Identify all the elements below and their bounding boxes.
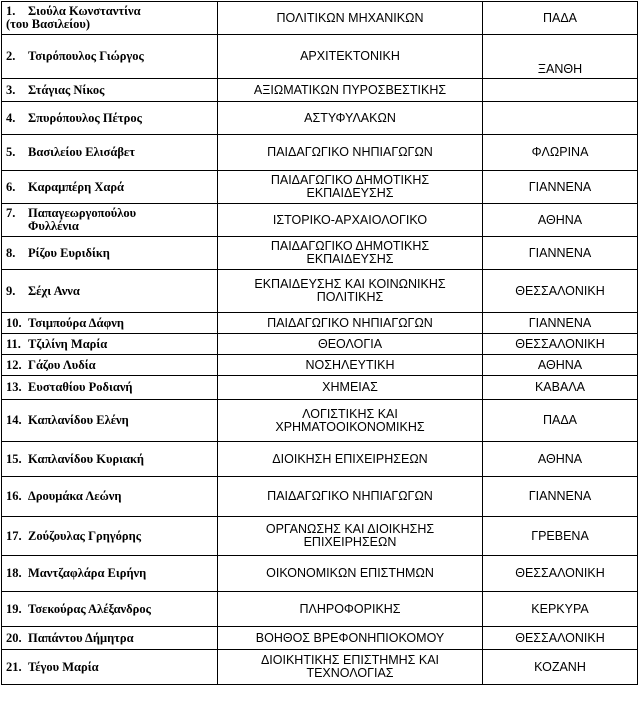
city-cell	[483, 79, 638, 102]
row-number: 13.	[6, 380, 22, 394]
department-cell	[218, 237, 483, 270]
student-name: Καραμπέρη Χαρά	[28, 179, 124, 194]
student-name: Τσεκούρας Αλέξανδρος	[28, 601, 151, 616]
city: ΑΘΗΝΑ	[537, 212, 583, 227]
city-cell	[483, 627, 638, 650]
student-name: Παπαγεωργοπούλου	[28, 206, 137, 220]
department: ΘΕΟΛΟΓΙΑ	[317, 336, 383, 351]
student-name-cell	[2, 270, 218, 313]
table-row	[2, 135, 638, 171]
table-row	[2, 35, 638, 79]
student-name-cell	[2, 376, 218, 400]
student-name-cell	[2, 313, 218, 334]
department-cell	[218, 556, 483, 592]
department-cell	[218, 171, 483, 204]
department-line2: ΕΚΠΑΙΔΕΥΣΗΣ	[306, 186, 394, 200]
table-row	[2, 556, 638, 592]
row-number: 16.	[6, 489, 22, 503]
student-name: Βασιλείου Ελισάβετ	[28, 145, 136, 159]
row-number: 18.	[6, 566, 22, 580]
city-cell	[483, 102, 638, 135]
department-cell	[218, 442, 483, 477]
city-cell	[483, 400, 638, 442]
student-name-cell	[2, 556, 218, 592]
department: ΝΟΣΗΛΕΥΤΙΚΗ	[305, 357, 395, 372]
department: ΠΑΙΔΑΓΩΓΙΚΟ ΔΗΜΟΤΙΚΗΣ	[270, 173, 430, 187]
row-number: 3.	[6, 82, 16, 97]
department-line2: ΠΟΛΙΤΙΚΗΣ	[316, 290, 384, 304]
results-table	[1, 1, 638, 685]
city-cell	[483, 2, 638, 35]
student-name: Τζιλίνη Μαρία	[28, 336, 108, 351]
city-cell	[483, 171, 638, 204]
student-name-cell	[2, 517, 218, 556]
table-row	[2, 237, 638, 270]
student-name: Τσιμπούρα Δάφνη	[28, 315, 124, 330]
row-number: 11.	[6, 336, 21, 351]
city: ΘΕΣΣΑΛΟΝΙΚΗ	[515, 336, 605, 351]
department: ΧΗΜΕΙΑΣ	[322, 380, 378, 394]
row-number: 10.	[6, 315, 22, 330]
city: ΑΘΗΝΑ	[537, 451, 583, 466]
city: ΘΕΣΣΑΛΟΝΙΚΗ	[515, 283, 605, 298]
student-name-line2: Φυλλένια	[28, 219, 79, 233]
student-name-cell	[2, 592, 218, 627]
student-name-line2: (του Βασιλείου)	[6, 17, 91, 31]
department-cell	[218, 592, 483, 627]
row-number: 20.	[6, 630, 22, 645]
table-row	[2, 650, 638, 685]
city-cell	[483, 355, 638, 376]
department: ΠΟΛΙΤΙΚΩΝ ΜΗΧΑΝΙΚΩΝ	[276, 10, 424, 25]
student-name-cell	[2, 2, 218, 35]
department-cell	[218, 79, 483, 102]
student-name: Καπλανίδου Κυριακή	[28, 451, 145, 466]
table-row	[2, 400, 638, 442]
table-row	[2, 477, 638, 517]
table-row	[2, 517, 638, 556]
city-cell	[483, 477, 638, 517]
city: ΚΟΖΑΝΗ	[534, 659, 586, 674]
student-name: Μαντζαφλάρα Ειρήνη	[28, 566, 147, 580]
student-name-cell	[2, 135, 218, 171]
city: ΓΙΑΝΝΕΝΑ	[528, 489, 592, 503]
city-cell	[483, 556, 638, 592]
student-name: Δρουμάκα Λεώνη	[28, 489, 122, 503]
department: ΑΞΙΩΜΑΤΙΚΩΝ ΠΥΡΟΣΒΕΣΤΙΚΗΣ	[253, 82, 447, 97]
row-number: 2.	[6, 49, 16, 63]
city: ΚΑΒΑΛΑ	[534, 380, 586, 394]
student-name-cell	[2, 477, 218, 517]
department: ΠΑΙΔΑΓΩΓΙΚΟ ΝΗΠΙΑΓΩΓΩΝ	[267, 315, 433, 330]
city-cell	[483, 334, 638, 355]
table-row	[2, 592, 638, 627]
department: ΑΡΧΙΤΕΚΤΟΝΙΚΗ	[300, 49, 400, 63]
table-row	[2, 376, 638, 400]
row-number: 9.	[6, 283, 16, 298]
department-cell	[218, 650, 483, 685]
row-number: 6.	[6, 179, 16, 194]
table-row	[2, 2, 638, 35]
student-name-cell	[2, 237, 218, 270]
city: ΓΙΑΝΝΕΝΑ	[528, 245, 592, 260]
table-row	[2, 204, 638, 237]
student-name-cell	[2, 355, 218, 376]
student-name-cell	[2, 79, 218, 102]
student-name-cell	[2, 334, 218, 355]
student-name: Παπάντου Δήμητρα	[28, 630, 134, 645]
department-line2: ΕΚΠΑΙΔΕΥΣΗΣ	[306, 252, 394, 266]
student-name: Τσιρόπουλος Γιώργος	[28, 49, 144, 63]
student-name: Στάγιας Νίκος	[28, 82, 105, 97]
row-number: 7.	[6, 206, 16, 220]
row-number: 5.	[6, 145, 16, 159]
student-name: Σπυρόπουλος Πέτρος	[28, 110, 142, 125]
table-row	[2, 102, 638, 135]
student-name-cell	[2, 442, 218, 477]
table-row	[2, 442, 638, 477]
department-line2: ΤΕΧΝΟΛΟΓΙΑΣ	[306, 666, 394, 680]
student-name-cell	[2, 204, 218, 237]
student-name-cell	[2, 627, 218, 650]
department-cell	[218, 35, 483, 79]
department-cell	[218, 270, 483, 313]
city: ΦΛΩΡΙΝΑ	[531, 145, 589, 159]
department-cell	[218, 627, 483, 650]
city-cell	[483, 517, 638, 556]
city: ΓΙΑΝΝΕΝΑ	[528, 315, 592, 330]
department-cell	[218, 376, 483, 400]
department-cell	[218, 400, 483, 442]
table-row	[2, 355, 638, 376]
table-row	[2, 79, 638, 102]
city-cell	[483, 270, 638, 313]
student-name: Ρίζου Ευριδίκη	[28, 245, 110, 260]
department-cell	[218, 204, 483, 237]
row-number: 21.	[6, 659, 22, 674]
row-number: 4.	[6, 110, 16, 125]
city: ΞΑΝΘΗ	[537, 62, 583, 76]
table-row	[2, 171, 638, 204]
department: ΠΑΙΔΑΓΩΓΙΚΟ ΝΗΠΙΑΓΩΓΩΝ	[267, 145, 433, 159]
department-line2: ΕΠΙΧΕΙΡΗΣΕΩΝ	[303, 535, 397, 549]
department: ΛΟΓΙΣΤΙΚΗΣ ΚΑΙ	[302, 406, 398, 421]
row-number: 1.	[6, 4, 16, 18]
city: ΚΕΡΚΥΡΑ	[531, 601, 589, 616]
student-name: Ζούζουλας Γρηγόρης	[28, 528, 141, 543]
table-row	[2, 627, 638, 650]
city-cell	[483, 237, 638, 270]
city-cell	[483, 650, 638, 685]
student-name-cell	[2, 102, 218, 135]
student-name: Τέγου Μαρία	[28, 659, 99, 674]
student-name-cell	[2, 650, 218, 685]
city-cell	[483, 442, 638, 477]
department: ΙΣΤΟΡΙΚΟ-ΑΡΧΑΙΟΛΟΓΙΚΟ	[272, 212, 428, 227]
student-name: Σέχι Αννα	[28, 283, 80, 298]
department-cell	[218, 517, 483, 556]
row-number: 14.	[6, 413, 22, 427]
city-cell	[483, 204, 638, 237]
city-cell	[483, 35, 638, 79]
department: ΠΑΙΔΑΓΩΓΙΚΟ ΔΗΜΟΤΙΚΗΣ	[270, 239, 430, 253]
department: ΒΟΗΘΟΣ ΒΡΕΦΟΝΗΠΙΟΚΟΜΟΥ	[255, 630, 445, 645]
department-cell	[218, 2, 483, 35]
row-number: 15.	[6, 451, 22, 466]
department: ΕΚΠΑΙΔΕΥΣΗΣ ΚΑΙ ΚΟΙΝΩΝΙΚΗΣ	[254, 277, 446, 291]
city-cell	[483, 313, 638, 334]
city-cell	[483, 135, 638, 171]
department-cell	[218, 477, 483, 517]
city: ΑΘΗΝΑ	[537, 357, 583, 372]
department: ΠΑΙΔΑΓΩΓΙΚΟ ΝΗΠΙΑΓΩΓΩΝ	[267, 489, 433, 503]
city: ΠΑΔΑ	[542, 413, 578, 427]
table-row	[2, 270, 638, 313]
student-name: Γάζου Λυδία	[28, 357, 96, 372]
student-name: Σιούλα Κωνσταντίνα	[28, 4, 141, 18]
department: ΑΣΤΥΦΥΛΑΚΩΝ	[304, 110, 396, 125]
row-number: 12.	[6, 357, 22, 372]
department-cell	[218, 135, 483, 171]
row-number: 8.	[6, 245, 16, 260]
city-cell	[483, 592, 638, 627]
department: ΟΡΓΑΝΩΣΗΣ ΚΑΙ ΔΙΟΙΚΗΣΗΣ	[265, 522, 435, 536]
city: ΘΕΣΣΑΛΟΝΙΚΗ	[515, 630, 605, 645]
row-number: 17.	[6, 528, 22, 543]
results-table-body	[2, 2, 638, 685]
department: ΠΛΗΡΟΦΟΡΙΚΗΣ	[299, 601, 401, 616]
department-line2: ΧΡΗΜΑΤΟΟΙΚΟΝΟΜΙΚΗΣ	[275, 419, 425, 434]
city: ΠΑΔΑ	[542, 10, 578, 25]
department: ΟΙΚΟΝΟΜΙΚΩΝ ΕΠΙΣΤΗΜΩΝ	[266, 566, 434, 580]
table-row	[2, 334, 638, 355]
department-cell	[218, 313, 483, 334]
department: ΔΙΟΙΚΗΣΗ ΕΠΙΧΕΙΡΗΣΕΩΝ	[272, 451, 428, 466]
student-name-cell	[2, 400, 218, 442]
city: ΘΕΣΣΑΛΟΝΙΚΗ	[515, 566, 605, 580]
student-name-cell	[2, 35, 218, 79]
row-number: 19.	[6, 601, 22, 616]
department-cell	[218, 102, 483, 135]
table-row	[2, 313, 638, 334]
city-cell	[483, 376, 638, 400]
department-cell	[218, 355, 483, 376]
department-cell	[218, 334, 483, 355]
city: ΓΙΑΝΝΕΝΑ	[528, 179, 592, 194]
student-name: Καπλανίδου Ελένη	[28, 413, 129, 427]
student-name: Ευσταθίου Ροδιανή	[28, 380, 133, 394]
city: ΓΡΕΒΕΝΑ	[531, 528, 589, 543]
department: ΔΙΟΙΚΗΤΙΚΗΣ ΕΠΙΣΤΗΜΗΣ ΚΑΙ	[260, 653, 440, 667]
student-name-cell	[2, 171, 218, 204]
